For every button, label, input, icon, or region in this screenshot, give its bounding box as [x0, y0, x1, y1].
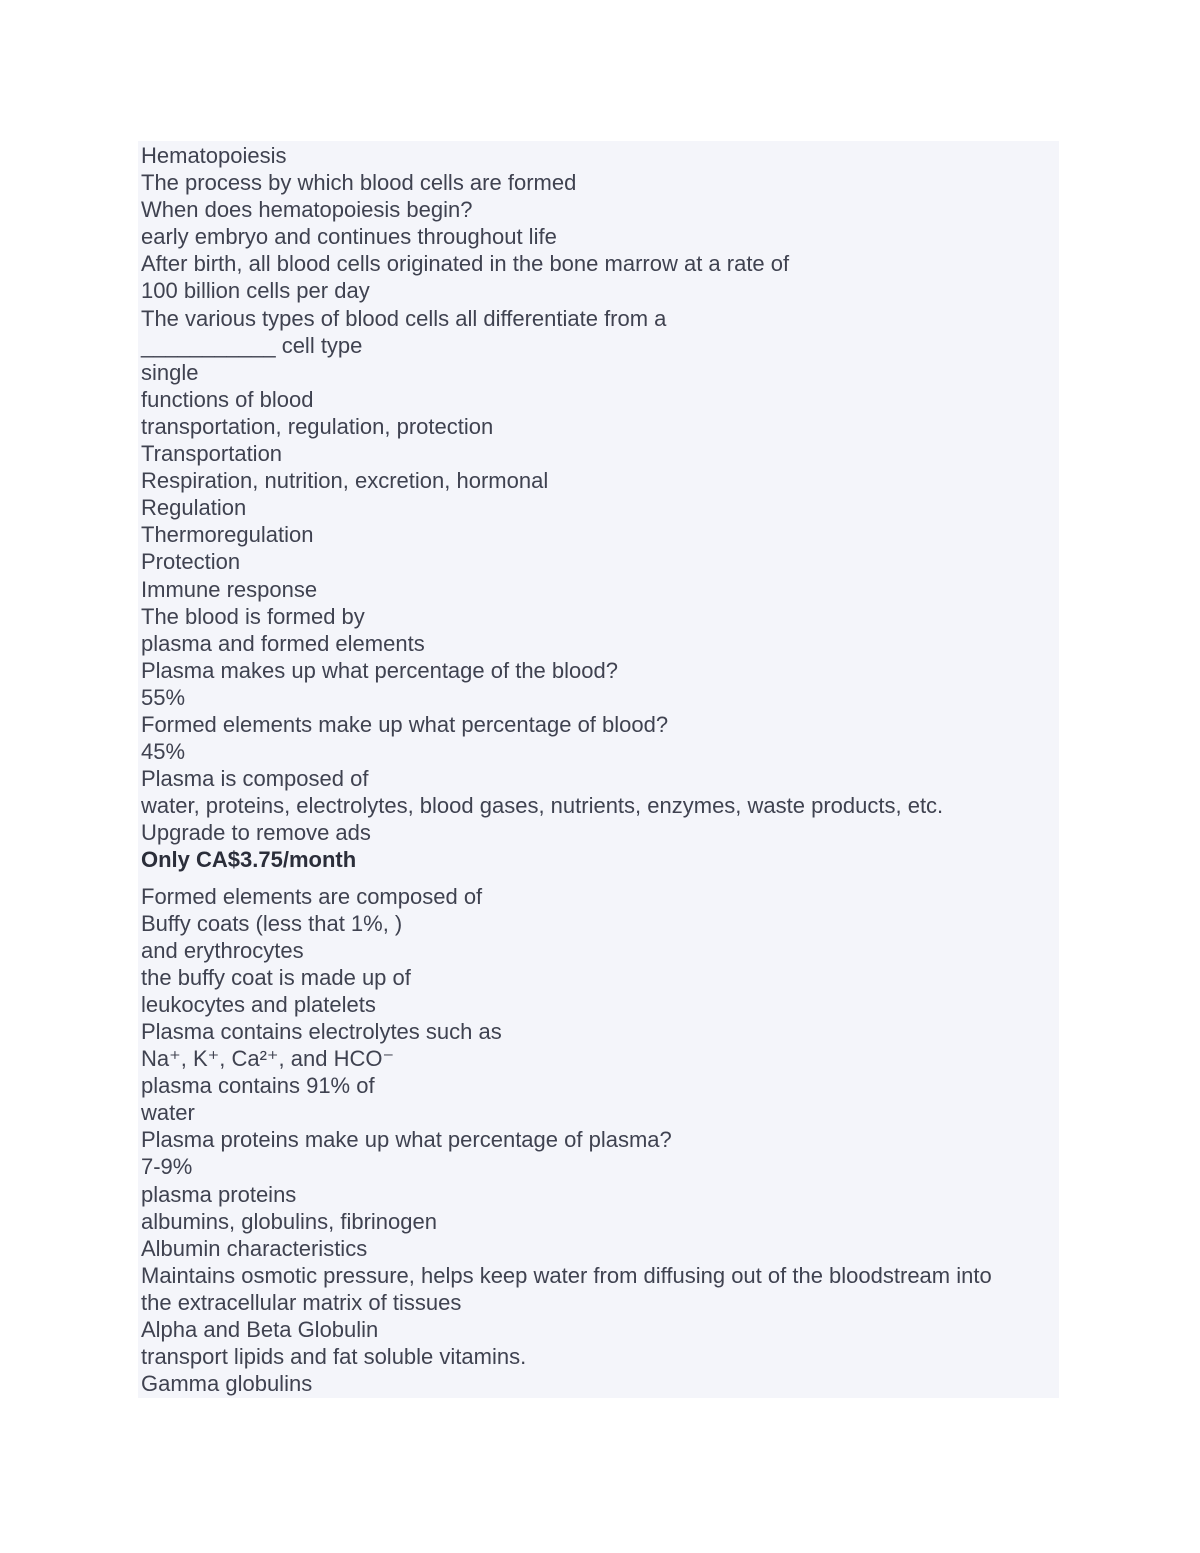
- text-block-lower: [141, 883, 1056, 1398]
- text-line: Hematopoiesis: [141, 143, 287, 168]
- text-line: functions of blood: [141, 386, 314, 412]
- text-line: Formed elements are composed of: [141, 883, 483, 909]
- text-line: albumins, globulins, fibrinogen: [141, 1208, 437, 1234]
- text-line: Transportation: [141, 441, 283, 467]
- text-line: the buffy coat is made up of: [141, 964, 411, 990]
- text-line: After birth, all blood cells originated in the bone marrow at a rate of: [141, 251, 790, 277]
- text-line: Thermoregulation: [141, 522, 314, 548]
- text-line: and erythrocytes: [141, 937, 304, 963]
- text-line: Gamma globulins: [141, 1371, 313, 1397]
- text-line: 100 billion cells per day: [141, 278, 370, 304]
- text-line: Protection: [141, 549, 241, 575]
- text-line: Alpha and Beta Globulin: [141, 1317, 379, 1343]
- text-line: Plasma proteins make up what percentage of plasma?: [141, 1127, 672, 1153]
- text-line: leukocytes and platelets: [141, 991, 376, 1017]
- text-line: the extracellular matrix of tissues: [141, 1289, 462, 1315]
- text-line: Na⁺, K⁺, Ca²⁺, and HCO⁻: [141, 1046, 395, 1072]
- text-line: transport lipids and fat soluble vitamins.: [141, 1344, 527, 1370]
- text-line: Plasma is composed of: [141, 766, 369, 792]
- text-line: Plasma makes up what percentage of the blood?: [141, 657, 618, 683]
- text-line: 55%: [141, 684, 186, 710]
- text-line: single: [141, 359, 199, 385]
- text-line: Formed elements make up what percentage of blood?: [141, 711, 669, 737]
- text-line: Maintains osmotic pressure, helps keep water from diffusing out of the bloodstream into: [141, 1262, 992, 1288]
- text-line: Respiration, nutrition, excretion, hormonal: [141, 468, 549, 494]
- text-line: plasma and formed elements: [141, 630, 425, 656]
- text-line: Albumin characteristics: [141, 1235, 368, 1261]
- text-block-upper: [141, 142, 1056, 846]
- text-line: When does hematopoiesis begin?: [141, 197, 473, 223]
- text-line: 7-9%: [141, 1154, 193, 1180]
- document-text: [141, 142, 1056, 1397]
- text-line: Upgrade to remove ads: [141, 820, 371, 846]
- text-line: transportation, regulation, protection: [141, 413, 494, 439]
- text-line: Regulation: [141, 495, 247, 521]
- text-line: Buffy coats (less that 1%, ): [141, 910, 403, 936]
- text-line: plasma contains 91% of: [141, 1073, 375, 1099]
- text-line: water: [141, 1100, 195, 1126]
- text-line: ___________ cell type: [141, 332, 363, 358]
- text-line: The blood is formed by: [141, 603, 365, 629]
- text-line: The various types of blood cells all differentiate from a: [141, 305, 667, 331]
- upgrade-price: Only CA$3.75/month: [141, 847, 357, 873]
- text-line: 45%: [141, 739, 186, 765]
- text-line: Plasma contains electrolytes such as: [141, 1019, 502, 1044]
- text-line: water, proteins, electrolytes, blood gases, nutrients, enzymes, waste products, etc.: [141, 793, 944, 819]
- text-line: plasma proteins: [141, 1181, 297, 1207]
- text-line: Immune response: [141, 576, 318, 602]
- text-line: early embryo and continues throughout life: [141, 224, 557, 250]
- text-line: The process by which blood cells are formed: [141, 170, 577, 196]
